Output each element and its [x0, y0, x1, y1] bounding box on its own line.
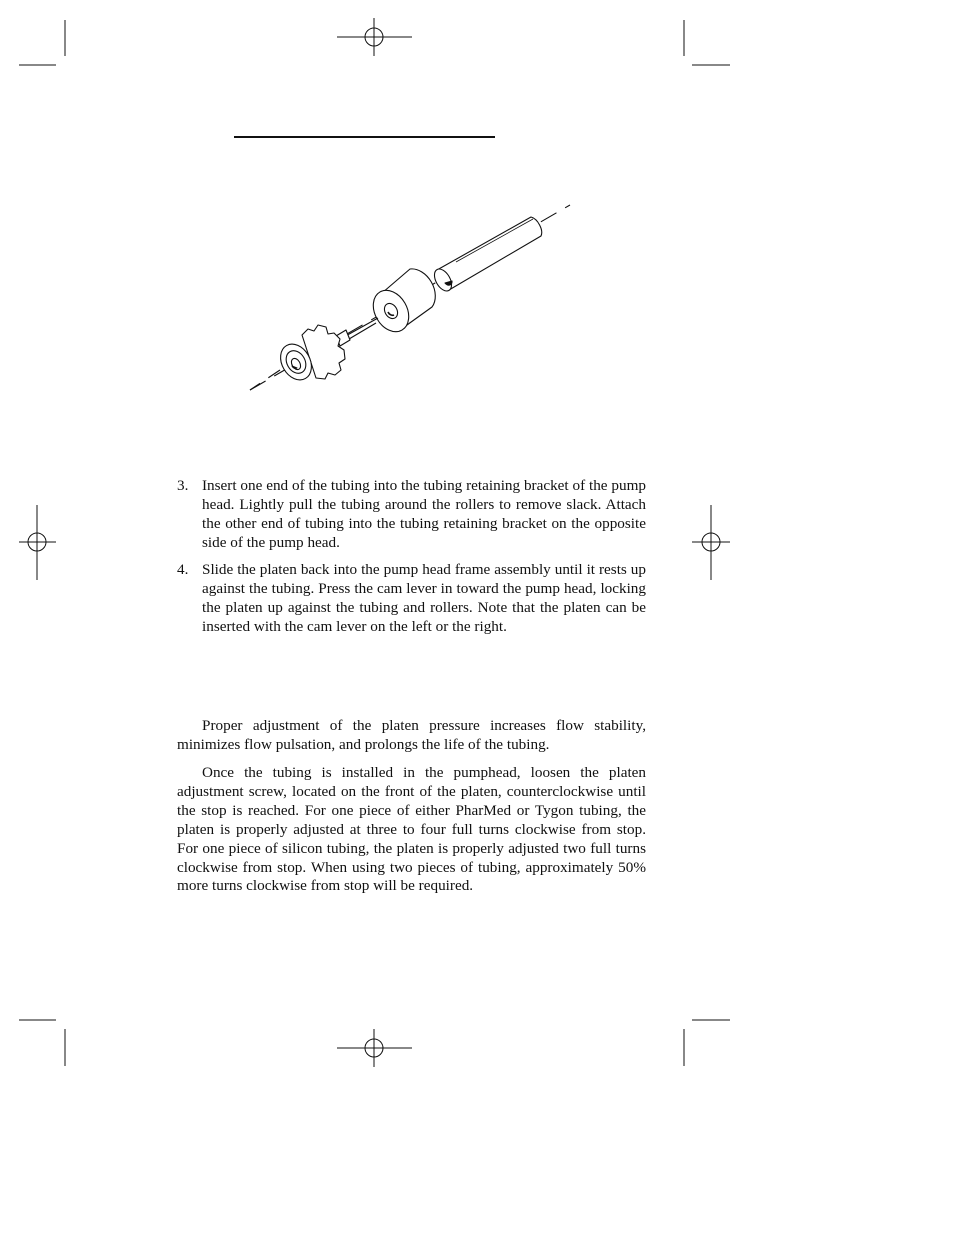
tube-part — [431, 217, 542, 294]
geared-roller-part — [250, 325, 345, 390]
registration-mark-right — [692, 505, 730, 580]
registration-mark-left — [19, 505, 56, 580]
registration-mark-bottom — [337, 1029, 412, 1067]
step-item — [177, 561, 646, 637]
registration-mark-top — [337, 18, 412, 56]
shaft-pin — [336, 318, 378, 346]
step-text: Insert one end of the tubing into the tubing retaining bracket of the pump head. Lightly pull the tubing around the rollers to remove slack. Attach the other end of tubing into the tubing retaining bracket on the opposite side of the pump head. — [202, 477, 646, 551]
step-text: Slide the platen back into the pump head frame assembly until it rests up against the tubing. Press the cam lever in toward the pump head, locking the platen up against the tubing and rollers. Note that the platen can be inserted with the cam lever on the left or the right. — [202, 561, 646, 635]
section-heading-rule — [234, 136, 495, 138]
step-number: 3. — [177, 477, 189, 494]
step-item — [177, 477, 646, 553]
sleeve-part — [366, 269, 435, 338]
exploded-assembly-illustration — [240, 195, 580, 400]
step-number: 4. — [177, 561, 189, 578]
body-paragraph: Proper adjustment of the platen pressure increases flow stability, minimizes flow pulsation, and prolongs the life of the tubing. — [177, 717, 646, 753]
body-paragraph: Once the tubing is installed in the pumphead, loosen the platen adjustment screw, located on the front of the platen, counterclockwise until the stop is reached. For one piece of either PharMed or Tygon tubing, the platen is properly adjusted at three to four full turns clockwise from stop. For one piece of silicon tubing, the platen is properly adjusted two full turns clockwise from stop. When using two pieces of tubing, approximately 50% more turns clockwise from stop will be required. — [177, 764, 646, 895]
